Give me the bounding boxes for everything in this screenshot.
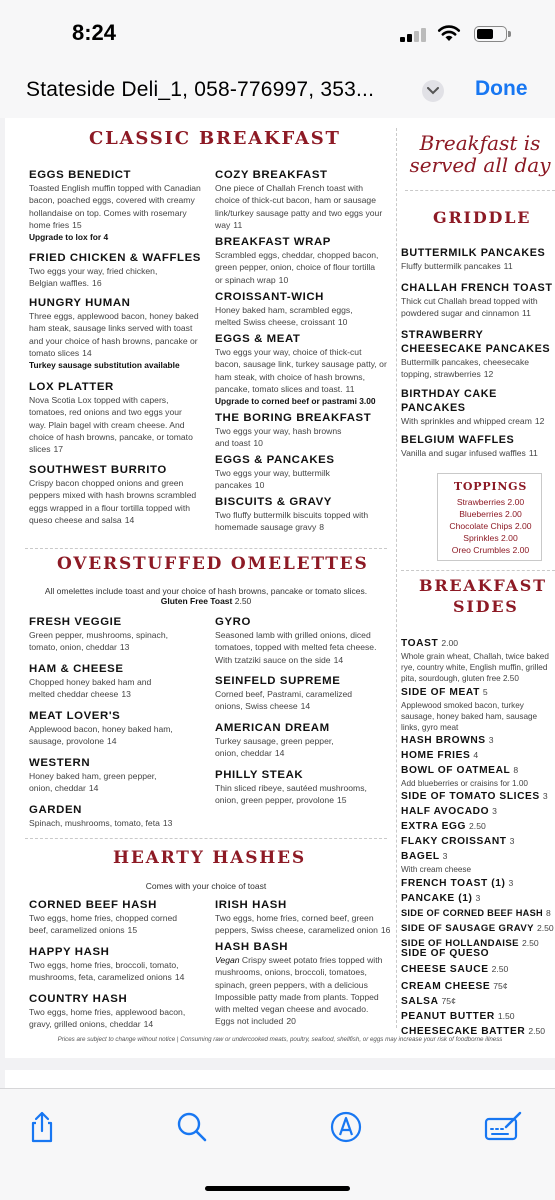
menu-item: STRAWBERRY CHEESECAKE PANCAKES Buttermilk pancakes, cheesecake topping, strawberries 12 — [401, 329, 551, 380]
side-item: SIDE OF SAUSAGE GRAVY 2.50 — [401, 923, 554, 934]
markup-button[interactable] — [328, 1109, 364, 1145]
bottom-toolbar — [0, 1088, 555, 1200]
next-page — [5, 1070, 555, 1088]
menu-item: FRIED CHICKEN & WAFFLES Two eggs your way, fried chicken, Belgian waffles. 16 — [29, 252, 202, 289]
menu-item: BREAKFAST WRAP Scrambled eggs, cheddar, chopped bacon, green pepper, onion, choice of flour tortilla or spinach wrap 10 — [215, 236, 379, 285]
hashes-note: Comes with your choice of toast — [145, 881, 267, 891]
side-item: SIDE OF MEAT 5 Applewood smoked bacon, turkey sausage, honey baked ham, sausage links, gyro meat — [401, 687, 538, 732]
menu-item: FRESH VEGGIE Green pepper, mushrooms, spinach, tomato, onion, cheddar 13 — [29, 616, 169, 653]
menu-item: AMERICAN DREAM Turkey sausage, green pepper, onion, cheddar 14 — [215, 722, 334, 759]
menu-item: COZY BREAKFAST One piece of Challah French toast with choice of thick-cut bacon, ham or sausage link/turkey sausage patty and two eggs your way 11 — [215, 169, 383, 230]
menu-item: PHILLY STEAK Thin sliced ribeye, sautéed mushrooms, onion, green pepper, provolone 15 — [215, 769, 367, 806]
side-item: BOWL OF OATMEAL 8 Add blueberries or craisins for 1.00 — [401, 765, 528, 788]
edit-icon — [484, 1109, 524, 1145]
section-title-omelettes: OVERSTUFFED OMELETTES — [57, 554, 369, 574]
menu-item: COUNTRY HASH Two eggs, home fries, applewood bacon, gravy, grilled onions, cheddar 14 — [29, 993, 186, 1030]
menu-item: HASH BASH Vegan Crispy sweet potato fries topped with mushrooms, onions, broccoli, tomatoes, spinach, green peppers, with a delicious Impossible patty made from plants. Topped with melted vegan cheese and avocado. Eggs not included 20 — [215, 941, 383, 1027]
menu-item: HAPPY HASH Two eggs, home fries, broccoli, tomato, mushrooms, feta, caramelized onions 14 — [29, 946, 185, 983]
menu-item: CORNED BEEF HASH Two eggs, home fries, chopped corned beef, caramelized onions 15 — [29, 899, 178, 936]
menu-item: EGGS & MEAT Two eggs your way, choice of thick-cut bacon, sausage link, turkey sausage patty, or ham steak, with choice of hash browns, pancake, tomato slices and toast. 11 Upgrade to corned beef or pastrami 3.00 — [215, 333, 387, 407]
side-item: TOAST 2.00 Whole grain wheat, Challah, twice baked rye, country white, English muffin, grilled pita, sourdough, gluten free 2.50 — [401, 638, 549, 683]
section-divider — [401, 570, 555, 571]
menu-item: THE BORING BREAKFAST Two eggs your way, hash browns and toast 10 — [215, 412, 372, 449]
section-title-breakfast-sides: BREAKFAST — [419, 576, 547, 595]
status-time: 8:24 — [72, 20, 117, 45]
side-item: SIDE OF TOMATO SLICES 3 — [401, 791, 548, 802]
section-divider — [25, 548, 387, 549]
menu-item: GYRO Seasoned lamb with grilled onions, diced tomatoes, topped with melted feta cheese. With tzatziki sauce on the side 14 — [215, 616, 377, 665]
search-icon — [174, 1109, 210, 1145]
menu-item: EGGS BENEDICT Toasted English muffin topped with Canadian bacon, poached eggs, covered with creamy hollandaise on top. Comes with rosemary home fries 15 Upgrade to lox for 4 — [29, 169, 201, 243]
tagline: Breakfast is served all day — [409, 131, 551, 177]
section-title-classic-breakfast: CLASSIC BREAKFAST — [89, 128, 341, 149]
menu-page — [5, 118, 555, 1058]
side-item: PANCAKE (1) 3 — [401, 893, 481, 904]
menu-item: CHALLAH FRENCH TOAST Thick cut Challah bread topped with powdered sugar and cinnamon 11 — [401, 282, 553, 319]
column-divider — [396, 128, 397, 1028]
document-viewer[interactable] — [0, 118, 555, 1088]
section-divider — [25, 838, 387, 839]
battery-icon — [474, 26, 507, 42]
section-title-griddle: GRIDDLE — [433, 208, 532, 227]
section-divider — [405, 190, 555, 191]
side-item: CREAM CHEESE 75¢ — [401, 981, 508, 992]
chevron-down-icon — [427, 87, 439, 95]
side-item: SIDE OF CORNED BEEF HASH 8 — [401, 908, 551, 918]
menu-item: EGGS & PANCAKES Two eggs your way, buttermilk pancakes 10 — [215, 454, 335, 491]
side-item: SALSA 75¢ — [401, 996, 456, 1007]
disclaimer-text: Prices are subject to change without notice | Consuming raw or undercooked meats, poultry, seafood, shellfish, or eggs may increase your risk of foodborne illness — [57, 1036, 503, 1043]
edit-button[interactable] — [484, 1109, 520, 1145]
menu-item: HAM & CHEESE Chopped honey baked ham and melted cheddar cheese 13 — [29, 663, 152, 700]
side-item: FLAKY CROISSANT 3 — [401, 836, 515, 847]
side-item: BAGEL 3 With cream cheese — [401, 851, 472, 874]
menu-item: IRISH HASH Two eggs, home fries, corned beef, green peppers, Swiss cheese, caramelized onion 16 — [215, 899, 391, 936]
nav-bar — [0, 62, 555, 118]
menu-item: BELGIUM WAFFLES Vanilla and sugar infused waffles 11 — [401, 434, 538, 458]
section-title-hashes: HEARTY HASHES — [113, 848, 306, 868]
side-item: SIDE OF QUESO CHEESE SAUCE 2.50 — [401, 948, 509, 975]
side-item: HOME FRIES 4 — [401, 750, 479, 761]
title-menu-button[interactable] — [422, 80, 444, 102]
menu-item: BUTTERMILK PANCAKES Fluffy buttermilk pancakes 11 — [401, 247, 546, 271]
document-title[interactable]: Stateside Deli_1, 058-776997, 353... — [26, 78, 375, 101]
toppings-box: TOPPINGS Strawberries 2.00 Blueberries 2.00 Chocolate Chips 2.00 Sprinkles 2.00 Oreo Crumbles 2.00 — [437, 473, 542, 561]
share-icon — [24, 1109, 60, 1145]
menu-item: SEINFELD SUPREME Corned beef, Pastrami, caramelized onions, Swiss cheese 14 — [215, 675, 353, 712]
wifi-icon — [437, 23, 461, 43]
menu-item: LOX PLATTER Nova Scotia Lox topped with capers, tomatoes, red onions and two eggs your way. Plain bagel with cream cheese. And choice of hash browns, pancake, or tomato slices 17 — [29, 381, 193, 455]
markup-icon — [328, 1109, 364, 1145]
side-item: CHEESECAKE BATTER 2.50 — [401, 1026, 546, 1037]
menu-item: BISCUITS & GRAVY Two fluffy buttermilk biscuits topped with homemade sausage gravy 8 — [215, 496, 369, 533]
side-item: SIDE OF HOLLANDAISE 2.50 — [401, 938, 539, 949]
side-item: FRENCH TOAST (1) 3 — [401, 878, 514, 889]
section-title-breakfast-sides-2: SIDES — [453, 597, 519, 616]
menu-item: HUNGRY HUMAN Three eggs, applewood bacon, honey baked ham steak, sausage links served with toast and your choice of hash browns, pancake or tomato slices 14 Turkey sausage substitution available — [29, 297, 199, 371]
home-indicator — [205, 1186, 350, 1191]
omelettes-note: All omelettes include toast and your choice of hash browns, pancake or tomato slices. Gluten Free Toast 2.50 — [44, 586, 368, 606]
menu-item: WESTERN Honey baked ham, green pepper, onion, cheddar 14 — [29, 757, 157, 794]
done-button[interactable]: Done — [475, 77, 528, 100]
menu-item: BIRTHDAY CAKE PANCAKES With sprinkles and whipped cream 12 — [401, 388, 545, 426]
menu-item: GARDEN Spinach, mushrooms, tomato, feta 13 — [29, 804, 173, 828]
menu-item: MEAT LOVER'S Applewood bacon, honey baked ham, sausage, provolone 14 — [29, 710, 173, 747]
side-item: HASH BROWNS 3 — [401, 735, 494, 746]
share-button[interactable] — [24, 1109, 60, 1145]
menu-item: CROISSANT-WICH Honey baked ham, scrambled eggs, melted Swiss cheese, croissant 10 — [215, 291, 353, 328]
menu-item: SOUTHWEST BURRITO Crispy bacon chopped onions and green peppers mixed with hash browns scrambled eggs wrapped in a flour tortilla topped with queso cheese and salsa 14 — [29, 464, 197, 525]
status-bar — [0, 0, 555, 62]
side-item: EXTRA EGG 2.50 — [401, 821, 486, 832]
side-item: HALF AVOCADO 3 — [401, 806, 497, 817]
search-button[interactable] — [174, 1109, 210, 1145]
side-item: PEANUT BUTTER 1.50 — [401, 1011, 515, 1022]
cellular-signal-icon — [400, 26, 430, 42]
